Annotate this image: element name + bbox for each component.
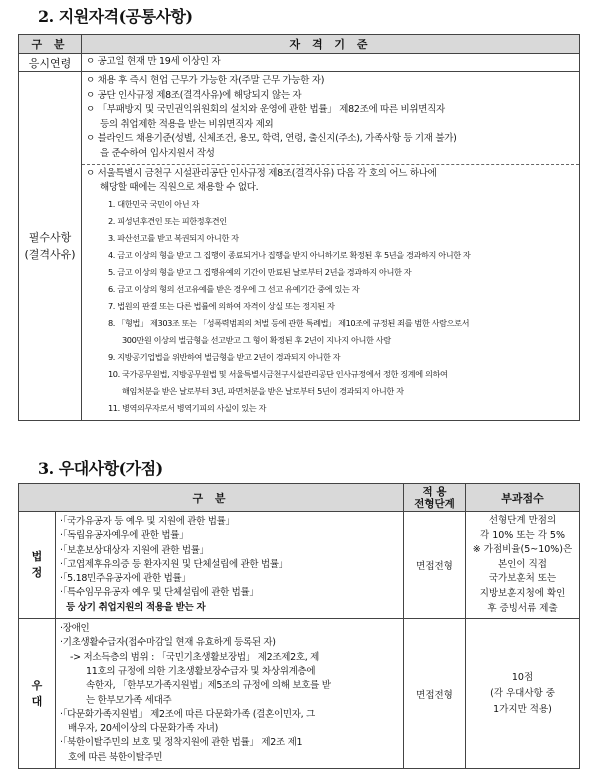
age-label: 응시연령 [19,54,82,72]
list-item: ㅇ 서울특별시 금천구 시설관리공단 인사규정 제8조(결격사유) 다음 각 호의 어느 하나에 [86,167,437,179]
list-item: 등의 취업제한 적용을 받는 비위면직자 제외 [100,118,274,130]
list-item: 11. 병역의무자로서 병역기피의 사실이 있는 자 [108,402,266,413]
age-criteria: ㅇ 공고일 현재 만 19세 이상인 자 [82,54,580,72]
preferential-stage: 면접전형 [404,619,466,769]
preferential-label: 우 대 [19,619,56,769]
list-item: 을 준수하여 입사지원서 작성 [100,147,215,159]
section-title-qualifications: 2. 지원자격(공통사항) [38,7,193,26]
legal-label: 법 정 [19,512,56,619]
list-item: ·장애인 [60,623,90,635]
list-item: ·「보훈보상대상자 지원에 관한 법률」 [60,544,209,556]
list-item: 해당할 때에는 직원으로 채용할 수 없다. [100,182,259,194]
list-item: ·「국가유공자 등 예우 및 지원에 관한 법률」 [60,516,235,527]
header-category: 구 분 [19,35,82,54]
list-item: ㅇ 공단 인사규정 제8조(결격사유)에 해당되지 않는 자 [86,89,302,101]
list-item: 4. 금고 이상의 형을 받고 그 집행이 종료되거나 집행을 받지 아니하기로 확정된 후 5년을 경과하지 아니한 자 [108,249,471,260]
list-item: ·「5.18민주유공자에 관한 법률」 [60,573,191,585]
list-item: ㅇ 채용 후 즉시 현업 근무가 가능한 자(주말 근무 가능한 자) [86,75,325,86]
required-criteria [82,72,580,421]
list-item: 7. 법원의 판결 또는 다른 법률에 의하여 자격이 상실 또는 정지된 자 [108,300,335,311]
list-item: 배우자, 20세이상의 다문화가족 자녀) [68,723,219,735]
list-item: ·「북한이탈주민의 보호 및 정착지원에 관한 법률」 제2조 제1 [60,737,303,749]
list-item: 속한자, 「한부모가족지원법」제5조의 규정에 의해 보호를 받 [86,680,331,692]
required-label: 필수사항 (결격사유) [19,72,82,421]
header-points: 부과점수 [466,484,580,512]
required-top-block [82,72,579,164]
list-item: 2. 피성년후견인 또는 피한정후견인 [108,215,227,226]
preferences-table [18,483,580,769]
list-item: 는 한부모가족 세대주 [86,694,172,706]
header-category: 구 분 [19,484,404,512]
list-item: ·「특수임무유공자 예우 및 단체설립에 관한 법률」 [60,587,259,599]
list-item: 해임처분을 받은 날로부터 3년, 파면처분을 받은 날로부터 5년이 경과되지 아니한 자 [122,385,404,396]
list-item: ·「고엽제후유의증 등 환자지원 및 단체설립에 관한 법률」 [60,558,288,570]
list-item: 호에 따른 북한이탈주민 [68,751,163,763]
legal-stage: 면접전형 [404,512,466,619]
list-item: 1. 대한민국 국민이 아닌 자 [108,198,199,209]
list-item: ㅇ 「부패방지 및 국민권익위원회의 설치와 운영에 관한 법률」 제82조에 따른 비위면직자 [86,104,445,116]
list-item: ㅇ 블라인드 채용기준(성별, 신체조건, 용모, 학력, 연령, 출신지(주소), 가족사항 등 기재 불가) [86,133,457,145]
list-item: 5. 금고 이상의 형을 받고 그 집행유예의 기간이 만료된 날로부터 2년을 경과하지 아니한 자 [108,266,412,277]
list-item: ·기초생활수급자(접수마감일 현재 유효하게 등록된 자) [60,637,276,649]
list-item: ·「다문화가족지원법」 제2조에 따른 다문화가족 (결혼이민자, 그 [60,708,315,720]
header-criteria: 자 격 기 준 [82,35,580,54]
list-item: ·「독립유공자예우에 관한 법률」 [60,530,189,542]
legal-items [56,512,404,619]
list-item: -> 저소득층의 범위 : 「국민기초생활보장법」 제2조제2호, 제 [70,651,320,663]
disqualification-block [82,164,579,420]
section-title-preferences: 3. 우대사항(가점) [38,459,163,478]
list-item: 11호의 규정에 의한 기초생활보장수급자 및 차상위계층에 [86,665,316,677]
legal-points: 선형단계 만점의 각 10% 또는 각 5% ※ 가점비율(5~10%)은 본인이 직접 국가보훈처 또는 지방보훈지청에 확인 후 증빙서류 제출 [466,512,580,619]
preferential-items [56,619,404,769]
list-item: 8. 「형법」 제303조 또는 「성폭력범죄의 처벌 등에 관한 특례법」 제10조에 규정된 죄를 범한 사람으로서 [108,317,470,328]
qualifications-table [18,34,580,421]
list-item: 300만원 이상의 벌금형을 선고받고 그 형이 확정된 후 2년이 지나지 아니한 사람 [122,334,391,345]
list-item: 3. 파산선고를 받고 복권되지 아니한 자 [108,232,239,243]
list-item: 10. 국가공무원법, 지방공무원법 및 서울특별시금천구시설관리공단 인사규정에서 정한 징계에 의하여 [108,368,448,379]
preferential-points: 10점 (각 우대사항 중 1가지만 적용) [466,619,580,769]
list-item: 6. 금고 이상의 형의 선고유예를 받은 경우에 그 선고 유예기간 중에 있는 자 [108,283,360,294]
header-stage: 적 용 전형단계 [404,484,466,512]
list-item: 등 상기 취업지원의 적용을 받는 자 [66,601,206,613]
list-item: 9. 지방공기업법을 위반하여 벌금형을 받고 2년이 경과되지 아니한 자 [108,351,341,362]
